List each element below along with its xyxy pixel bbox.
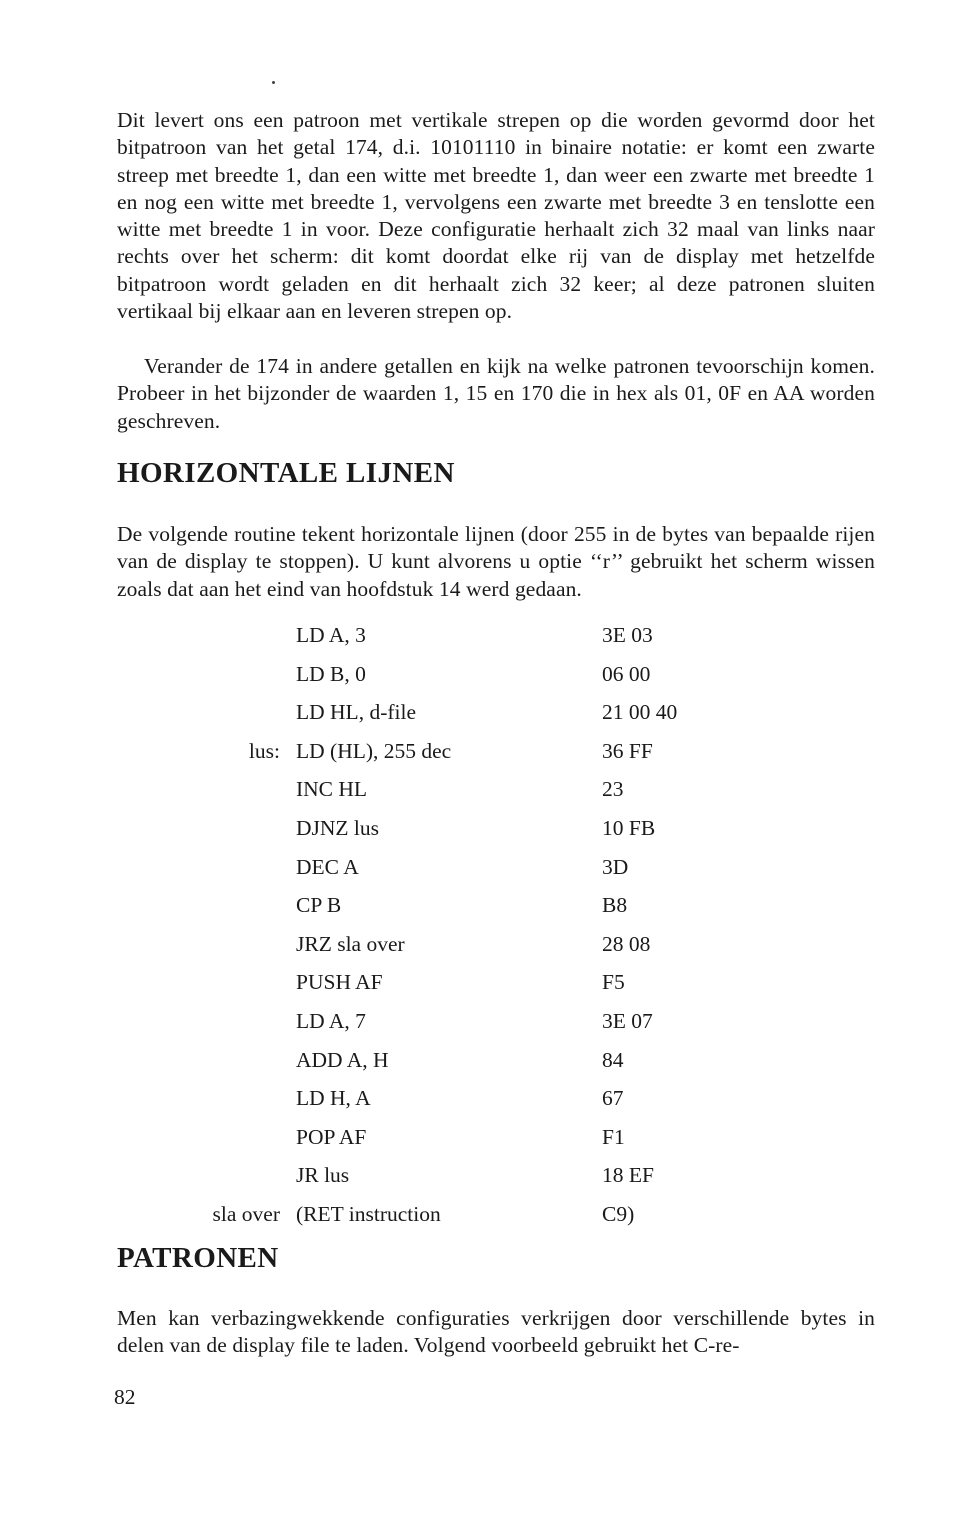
code-instruction: JRZ sla over	[296, 932, 405, 956]
code-hex-bytes: 06 00	[602, 662, 651, 686]
code-instruction: POP AF	[296, 1125, 367, 1149]
code-instruction: (RET instruction	[296, 1202, 441, 1226]
code-instruction: JR lus	[296, 1163, 350, 1187]
code-hex-bytes: 23	[602, 777, 624, 801]
code-hex-bytes: 10 FB	[602, 816, 656, 840]
code-hex-bytes: C9)	[602, 1202, 635, 1226]
code-hex-bytes: 3D	[602, 855, 629, 879]
speck-mark	[272, 81, 275, 84]
code-hex-bytes: 21 00 40	[602, 700, 678, 724]
code-hex-bytes: 67	[602, 1086, 624, 1110]
code-hex-bytes: 84	[602, 1048, 624, 1072]
code-instruction: CP B	[296, 893, 342, 917]
code-instruction: INC HL	[296, 777, 368, 801]
paragraph-patronen-intro: Men kan verbazingwekkende configuraties verkrijgen door verschillende bytes in delen van de display file te laden. Volgend voorbeeld gebruikt het C-re-	[117, 1306, 875, 1358]
code-hex-bytes: B8	[602, 893, 628, 917]
code-instruction: PUSH AF	[296, 970, 383, 994]
code-instruction: LD (HL), 255 dec	[296, 739, 452, 763]
code-instruction: LD H, A	[296, 1086, 371, 1110]
code-instruction: LD HL, d-file	[296, 700, 417, 724]
code-hex-bytes: F5	[602, 970, 625, 994]
code-instruction: ADD A, H	[296, 1048, 389, 1072]
code-instruction: LD A, 3	[296, 623, 366, 647]
code-hex-bytes: 28 08	[602, 932, 651, 956]
paragraph-vertical-stripes: Dit levert ons een patroon met vertikale strepen op die worden gevormd door het bitpatroon van het getal 174, d.i. 10101110 in binaire notatie: er komt een zwarte streep met breedte 1, dan een witte met breedte 1, dan weer een zwarte met breedte 1 en nog een witte met breedte 1, vervolgens een zwarte met breedte 3 en tenslotte een witte met breedte 1 in voor. Deze configuratie herhaalt zich 32 maal van links naar rechts over het scherm: dit komt doordat elke rij van de display met hetzelfde bitpatroon wordt geladen en dit herhaalt zich 32 keer; al deze patronen sluiten vertikaal bij elkaar aan en leveren strepen op.	[117, 108, 875, 324]
code-hex-bytes: F1	[602, 1125, 625, 1149]
paragraph-routine-intro: De volgende routine tekent horizontale lijnen (door 255 in de bytes van bepaalde rijen van de display te stoppen). U kunt alvorens u optie ‘‘r’’ gebruikt het scherm wissen zoals dat aan het eind van hoofdstuk 14 werd gedaan.	[117, 522, 875, 601]
code-hex-bytes: 3E 03	[602, 623, 653, 647]
heading-patronen: PATRONEN	[117, 1242, 279, 1274]
code-hex-bytes: 18 EF	[602, 1163, 654, 1187]
code-hex-bytes: 3E 07	[602, 1009, 653, 1033]
heading-horizontale-lijnen: HORIZONTALE LIJNEN	[117, 457, 455, 489]
paragraph-change-values: Verander de 174 in andere getallen en kijk na welke patronen tevoorschijn komen. Probeer in het bijzonder de waarden 1, 15 en 170 die in hex als 01, 0F en AA worden geschreven.	[117, 354, 875, 433]
code-instruction: LD B, 0	[296, 662, 366, 686]
code-label: sla over	[212, 1202, 280, 1226]
code-instruction: DEC A	[296, 855, 359, 879]
code-hex-bytes: 36 FF	[602, 739, 653, 763]
code-instruction: DJNZ lus	[296, 816, 380, 840]
code-instruction: LD A, 7	[296, 1009, 366, 1033]
page-number: 82	[114, 1385, 136, 1409]
code-label: lus:	[248, 739, 280, 763]
